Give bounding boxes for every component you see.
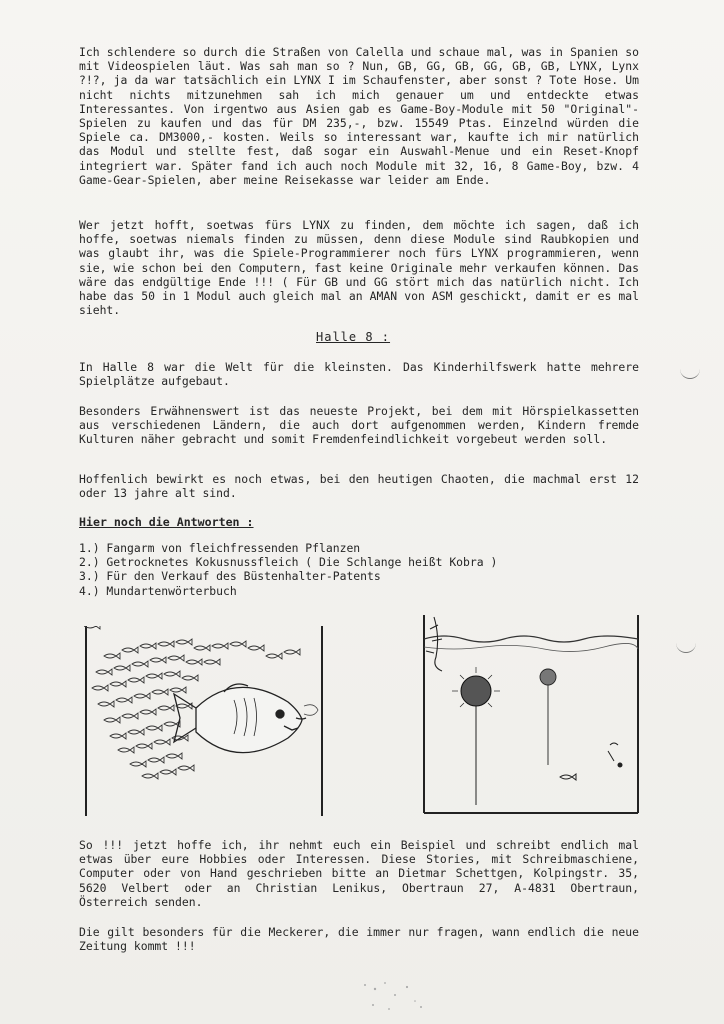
answer-item: 4.) Mundartenwörterbuch <box>79 583 237 598</box>
paragraph-lynx-raubkopien: Wer jetzt hofft, soetwas fürs LYNX zu finden, dem möchte ich sagen, daß ich hoffe, soetwas niemals finden zu müssen, denn diese Module sind Raubkopien und was glaubt ihr, was die Spiele-Programmierer noch fürs LYNX programmieren, wenn sie, wie schon bei den Computern, fast keine Originale mehr verkaufen können. Das wäre das endgültige Ende !!! ( Für GB und GG stört mich das natürlich nicht. Ich habe das 50 in 1 Modul auch gleich mal an AMAN von ASM geschickt, damit er es mal sieht. <box>79 218 639 318</box>
answers-heading: Hier noch die Antworten : <box>79 515 254 529</box>
punch-hole-mark <box>680 366 700 379</box>
fish-tail <box>304 705 318 716</box>
punch-hole-mark <box>676 640 696 653</box>
dandelion-small <box>540 669 556 765</box>
scan-smudge <box>355 975 435 1015</box>
aquarium-illustration <box>420 595 644 815</box>
paragraph-projekt: Besonders Erwähnenswert ist das neueste Projekt, bei dem mit Hörspielkassetten aus verschiedenen Ländern, die auch dort aufgenommen werden, Kindern fremde Kulturen näher gebracht und somit Fremdenfeindlichkeit vorgebeut werden soll. <box>79 404 639 447</box>
paragraph-aufruf: So !!! jetzt hoffe ich, ihr nehmt euch ein Beispiel und schreibt endlich mal etwas über eure Hobbies oder Interessen. Diese Stories, mit Schreibmaschiene, Computer oder von Hand geschrieben bitte an Dietmar Schettgen, Kolpingstr. 35, 5620 Velbert oder an Christian Lenikus, Obertraun 27, A-4831 Obertraun, Österreich senden. <box>79 838 639 909</box>
paragraph-calella: Ich schlendere so durch die Straßen von Calella und schaue mal, was in Spanien so mit Videospielen läut. Was sah man so ? Nun, GB, GG, GB, GG, GB, GB, LYNX, Lynx ?!?, ja da war tatsächlich ein LYNX I im Schaufenster, aber sonst ? Tote Hose. Um nicht nichts mitzunehmen sah ich mich genauer um und entdeckte etwas Interessantes. Von irgentwo aus Asien gab es Game-Boy-Module mit 50 "Original"-Spielen zu kaufen und das für DM 235,-, bzw. 15549 Ptas. Einzelnd würden die Spiele ca. DM3000,- kosten. Weils so interessant war, kaufte ich mir natürlich das Modul und stellte fest, daß sogar ein Auswahl-Menue und ein Reset-Knopf integriert war. Später fand ich auch noch Module mit 32, 16, 8 Game-Boy, bzw. 4 Game-Gear-Spielen, aber meine Reisekasse war leider am Ende. <box>79 45 639 187</box>
section-heading-halle-8: Halle 8 : <box>316 330 391 344</box>
paragraph-chaoten: Hoffenlich bewirkt es noch etwas, bei den heutigen Chaoten, die machmal erst 12 oder 13 jahre alt sind. <box>79 472 639 501</box>
paragraph-meckerer: Die gilt besonders für die Meckerer, die immer nur fragen, wann endlich die neue Zeitung kommt !!! <box>79 925 639 954</box>
answer-item: 3.) Für den Verkauf des Büstenhalter-Patents <box>79 569 381 584</box>
answer-item: 1.) Fangarm von fleichfressenden Pflanzen <box>79 541 361 555</box>
paragraph-halle-8: In Halle 8 war die Welt für die kleinsten. Das Kinderhilfswerk hatte mehrere Spielplätze aufgebaut. <box>79 360 639 389</box>
plant-left <box>426 617 442 671</box>
answers-list <box>79 541 639 598</box>
small-fish <box>560 743 622 780</box>
fish-school-illustration <box>84 626 326 816</box>
answer-item: 2.) Getrocknetes Kokusnussfleich ( Die Schlange heißt Kobra ) <box>79 555 498 570</box>
big-fish <box>174 684 306 753</box>
dandelion-big <box>452 667 500 805</box>
water-surface <box>424 636 638 642</box>
